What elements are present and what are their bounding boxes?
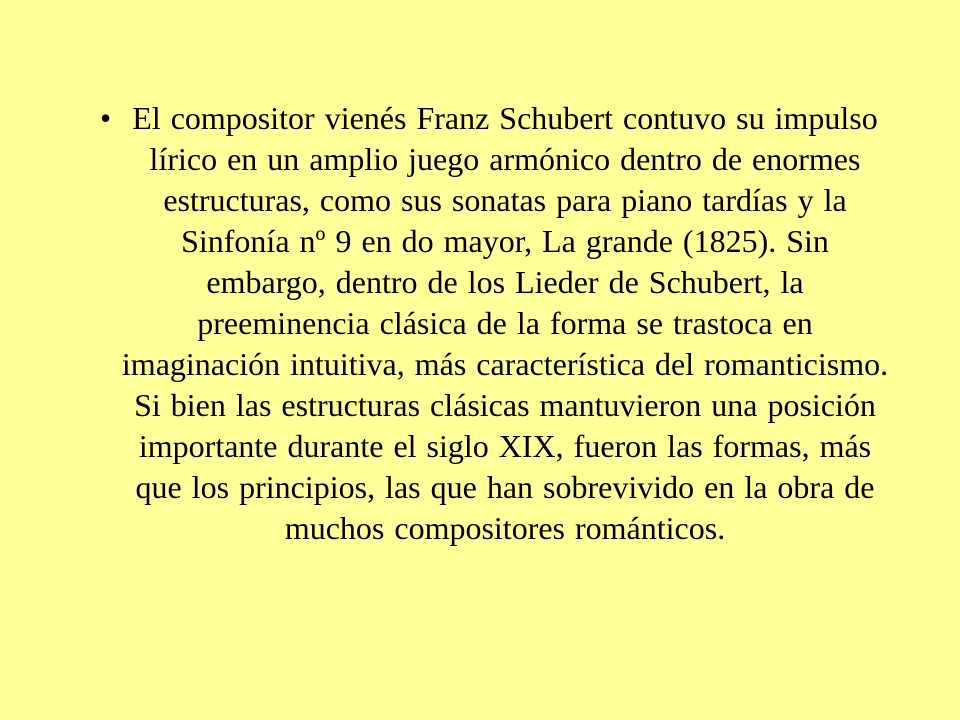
bullet-text: El compositor vienés Franz Schubert contuvo su impulso lírico en un amplio juego armónico dentro de enormes estructuras, como sus sonatas para piano tardías y la Sinfonía nº 9 en do mayor, La grande (1825). Sin embargo, dentro de los Lieder de Schubert, la preeminencia clásica de la forma se trastoca en imaginación intuitiva, más característica del romanticismo. Si bien las estructuras clásicas mantuvieron una posición importante durante el siglo XIX, fueron las formas, más que los principios, las que han sobrevivido en la obra de muchos compositores románticos. <box>121 100 889 546</box>
bullet-item <box>100 98 890 549</box>
bullet-icon: • <box>100 100 112 136</box>
